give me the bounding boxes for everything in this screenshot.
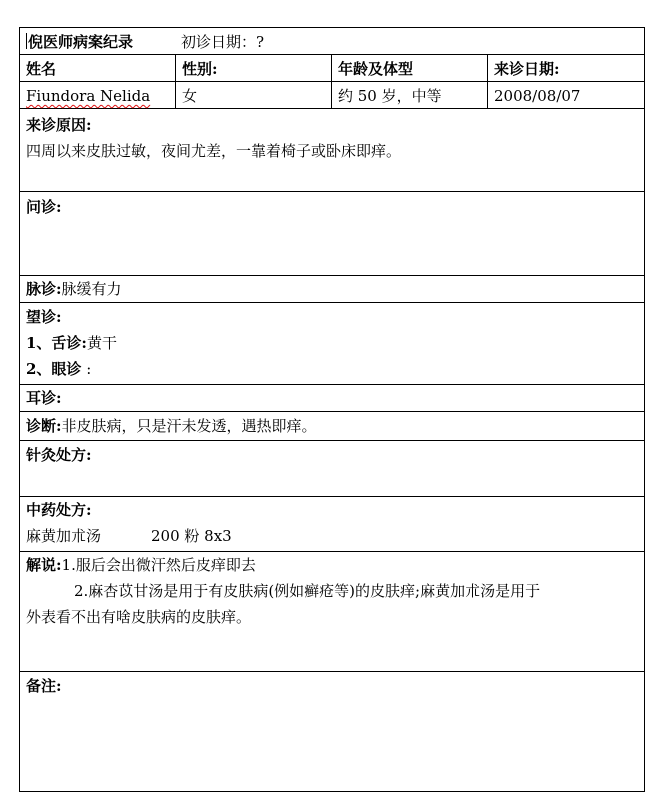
- herbal-dose: 200 粉 8x3: [151, 527, 232, 545]
- diagnosis-section: [20, 412, 644, 441]
- ear-section: [20, 385, 644, 412]
- col-visit-date-header: 来诊日期:: [487, 55, 644, 81]
- inquiry-section: [20, 192, 644, 276]
- tongue-label: 1、舌诊:: [26, 334, 87, 352]
- text-cursor: [26, 33, 27, 49]
- explanation-line-3: 外表看不出有啥皮肤病的皮肤痒。: [26, 608, 252, 626]
- patient-columns-row: [20, 55, 644, 82]
- observation-label: 望诊:: [26, 308, 62, 326]
- reason-text: 四周以来皮肤过敏，夜间尤差，一靠着椅子或卧床即痒。: [26, 142, 402, 160]
- diagnosis-label: 诊断:: [26, 417, 62, 435]
- tongue-text: 黄干: [86, 334, 117, 352]
- reason-section: [20, 109, 644, 192]
- explanation-section: [20, 552, 644, 672]
- ear-label: 耳诊:: [26, 389, 62, 407]
- notes-section: [20, 672, 644, 791]
- col-sex-header: 性别:: [175, 55, 331, 81]
- visit-date: 2008/08/07: [487, 82, 644, 108]
- herbal-label: 中药处方:: [26, 501, 92, 519]
- eye-text: :: [86, 360, 92, 378]
- first-visit-value: ?: [256, 33, 265, 51]
- explanation-label: 解说:: [26, 556, 62, 574]
- diagnosis-text: 非皮肤病，只是汗未发透，遇热即痒。: [61, 417, 317, 435]
- observation-section: [20, 303, 644, 385]
- first-visit-label: 初诊日期：: [181, 33, 257, 51]
- acupuncture-label: 针灸处方:: [26, 446, 92, 464]
- record-title: 倪医师病案纪录: [28, 33, 134, 51]
- patient-sex: 女: [175, 82, 331, 108]
- acupuncture-section: [20, 441, 644, 497]
- patient-values-row: [20, 82, 644, 109]
- medical-record-sheet: [19, 27, 645, 792]
- inquiry-label: 问诊:: [26, 198, 62, 216]
- col-name-header: 姓名: [26, 60, 57, 78]
- header-row: [20, 28, 644, 55]
- eye-label: 2、眼诊: [26, 360, 82, 378]
- pulse-text: 脉缓有力: [61, 280, 122, 298]
- col-age-header: 年龄及体型: [331, 55, 487, 81]
- reason-label: 来诊原因:: [26, 116, 92, 134]
- herbal-formula: 麻黄加朮汤: [26, 527, 102, 545]
- pulse-section: [20, 276, 644, 303]
- patient-age-build: 约 50 岁，中等: [331, 82, 487, 108]
- notes-label: 备注:: [26, 677, 62, 695]
- herbal-section: [20, 497, 644, 552]
- explanation-line-1: 1.服后会出微汗然后皮痒即去: [61, 556, 256, 574]
- pulse-label: 脉诊:: [26, 280, 62, 298]
- patient-name: Fiundora Nelida: [26, 87, 151, 105]
- explanation-line-2: 2.麻杏苡甘汤是用于有皮肤病(例如癣疮等)的皮肤痒;麻黄加朮汤是用于: [74, 582, 541, 600]
